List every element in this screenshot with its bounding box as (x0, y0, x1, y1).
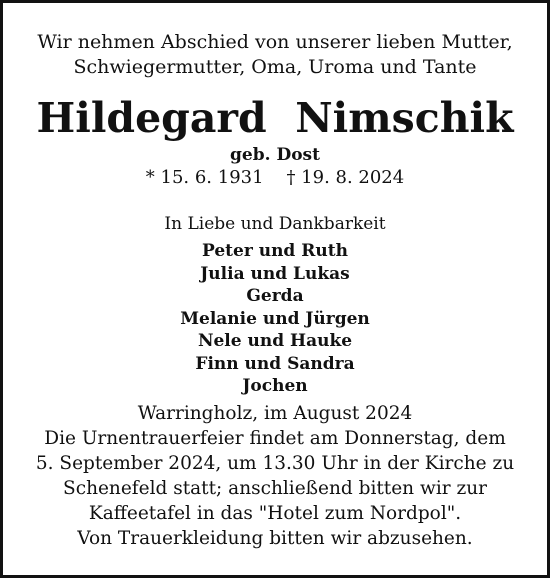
dress-code-line: Von Trauerkleidung bitten wir abzusehen. (77, 528, 473, 549)
place-date-line: Warringholz, im August 2024 (137, 403, 413, 424)
ceremony-line: Die Urnentrauerfeier findet am Donnerstag, dem (44, 428, 506, 449)
intro-line: Schwiegermutter, Oma, Uroma und Tante (73, 56, 477, 78)
mourner-name: Melanie und Jürgen (180, 308, 370, 329)
mourners-list (3, 240, 547, 398)
ceremony-line: 5. September 2024, um 13.30 Uhr in der Kirche zu (35, 453, 515, 474)
ceremony-line: Schenefeld statt; anschließend bitten wir zur (63, 478, 487, 499)
intro-line: Wir nehmen Abschied von unserer lieben Mutter, (37, 31, 513, 53)
mourner-name: Gerda (246, 286, 304, 306)
closing-text (3, 401, 547, 551)
mourner-name: Jochen (242, 376, 308, 396)
life-dates: * 15. 6. 1931 † 19. 8. 2024 (145, 167, 405, 188)
gratitude-line: In Liebe und Dankbarkeit (164, 214, 386, 234)
mourner-name: Nele und Hauke (197, 331, 353, 351)
mourner-name: Finn und Sandra (195, 353, 355, 374)
deceased-name: Hildegard Nimschik (36, 94, 514, 142)
intro-text (3, 30, 547, 80)
birth-name: geb. Dost (230, 145, 320, 165)
mourner-name: Peter und Ruth (202, 241, 348, 261)
mourner-name: Julia und Lukas (200, 263, 350, 284)
ceremony-line: Kaffeetafel in das "Hotel zum Nordpol". (88, 503, 462, 524)
